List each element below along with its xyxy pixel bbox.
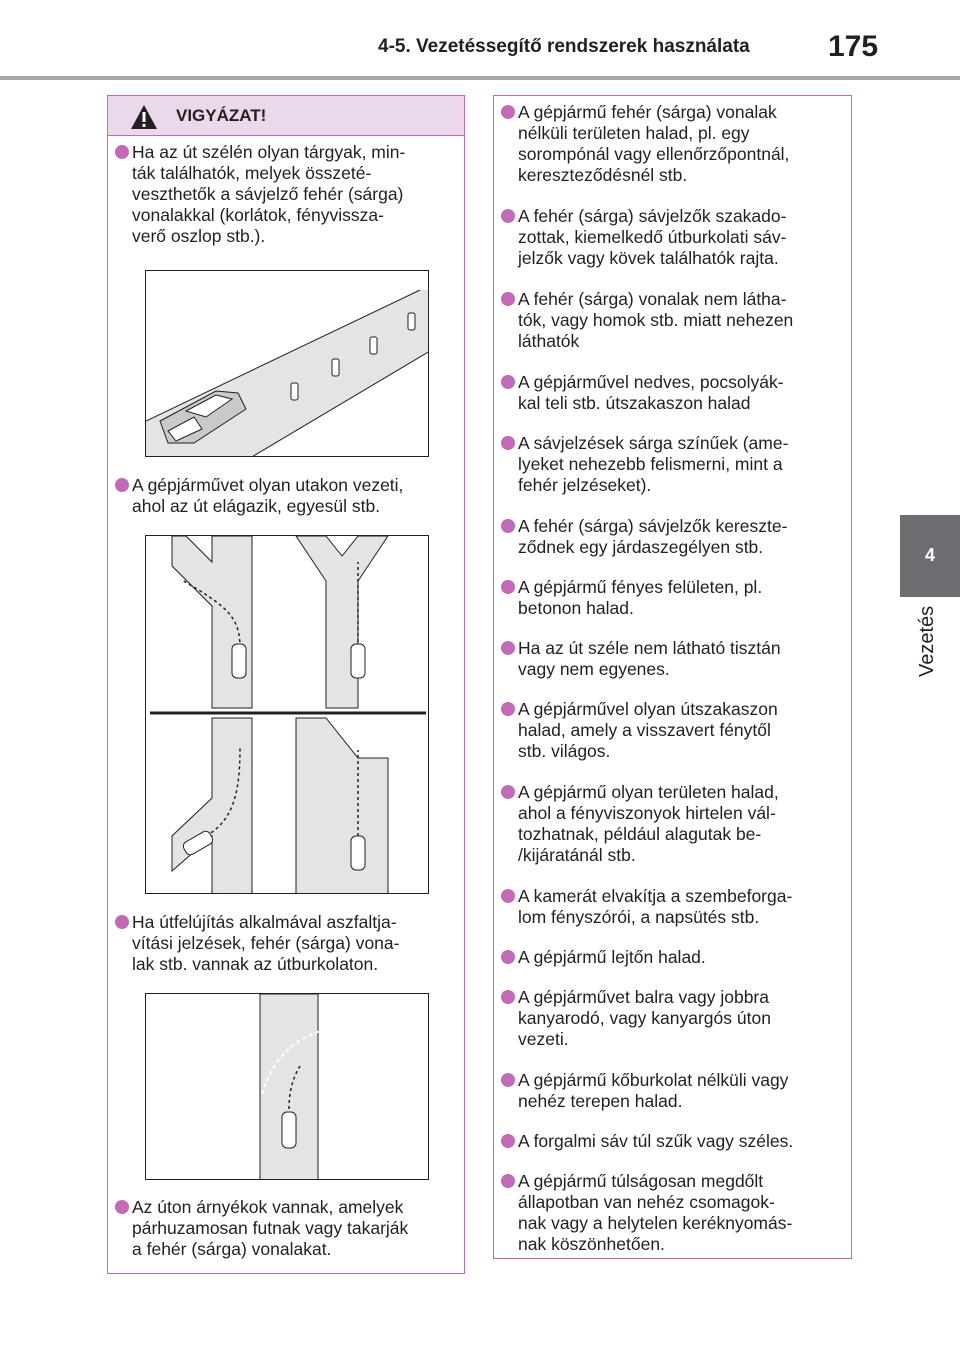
list-item-text: A gépjármű kőburkolat nélküli vagy nehéz terepen halad.: [518, 1070, 789, 1111]
bullet-icon: [501, 375, 515, 389]
caution-box-right: [493, 95, 852, 1259]
list-item-text: A gépjárművet olyan utakon vezeti, ahol az út elágazik, egyesül stb.: [132, 475, 404, 516]
branching-roads-illustration: [146, 536, 429, 894]
bullet-icon: [501, 990, 515, 1004]
page-number: 175: [828, 30, 879, 63]
list-item-text: A gépjármű olyan területen halad, ahol a fényviszonyok hirtelen vál- tozhatnak, például alagutak be- /kijáratánál stb.: [518, 782, 779, 865]
list-item: [115, 142, 461, 247]
page-header-title: 4-5. Vezetéssegítő rendszerek használata: [378, 36, 750, 57]
bullet-icon: [501, 580, 515, 594]
list-item-text: A sávjelzések sárga színűek (ame- lyeket nehezebb felismerni, mint a fehér jelzéseket).: [518, 433, 789, 495]
bullet-icon: [115, 915, 129, 929]
list-item: [501, 289, 847, 352]
caution-box-left: [107, 95, 465, 1274]
list-item: [501, 1070, 847, 1112]
list-item-text: A forgalmi sáv túl szűk vagy széles.: [518, 1131, 794, 1151]
bullet-icon: [501, 1174, 515, 1188]
repair-marks-illustration: [146, 994, 429, 1180]
list-item: [501, 699, 847, 762]
header-divider: [0, 76, 960, 80]
list-item: [115, 475, 461, 517]
bullet-icon: [501, 641, 515, 655]
list-item-text: A fehér (sárga) sávjelzők kereszte- ződnek egy járdaszegélyen stb.: [518, 516, 788, 557]
list-item-text: A kamerát elvakítja a szembeforga- lom fényszórói, a napsütés stb.: [518, 886, 793, 927]
list-item-text: A gépjármű túlságosan megdőlt állapotban van nehéz csomagok- nak vagy a helytelen keréknyomás- nak köszönhetően.: [518, 1171, 793, 1254]
bullet-icon: [501, 702, 515, 716]
list-item: [115, 1197, 461, 1260]
list-item: [501, 782, 847, 866]
list-item-text: Ha útfelújítás alkalmával aszfaltja- vítási jelzések, fehér (sárga) vona- lak stb. vannak az útburkolaton.: [132, 912, 400, 974]
list-item-text: A gépjárművet balra vagy jobbra kanyarodó, vagy kanyargós úton vezeti.: [518, 987, 771, 1049]
warning-triangle-icon: [130, 104, 158, 130]
caution-title: VIGYÁZAT!: [176, 106, 267, 125]
figure-branching-roads: [145, 535, 429, 894]
bullet-icon: [115, 145, 129, 159]
list-item-text: A fehér (sárga) vonalak nem látha- tók, vagy homok stb. miatt nehezen láthatók: [518, 289, 794, 351]
bullet-icon: [501, 950, 515, 964]
bullet-icon: [501, 436, 515, 450]
bullet-icon: [501, 292, 515, 306]
bullet-icon: [115, 478, 129, 492]
list-item-text: A fehér (sárga) sávjelzők szakado- zottak, kiemelkedő útburkolati sáv- jelzők vagy kövek találhatók rajta.: [518, 206, 787, 268]
list-item: [501, 433, 847, 496]
bullet-icon: [501, 209, 515, 223]
chapter-number: 4: [924, 545, 935, 565]
list-item: [115, 912, 461, 975]
list-item-text: A gépjárművel nedves, pocsolyák- kal teli stb. útszakaszon halad: [518, 372, 784, 413]
list-item: [501, 987, 847, 1050]
list-item: [501, 947, 847, 968]
list-item: [501, 206, 847, 269]
list-item: [501, 516, 847, 558]
list-item: [501, 638, 847, 680]
roadside-posts-illustration: [146, 271, 429, 457]
list-item-text: A gépjármű fehér (sárga) vonalak nélküli területen halad, pl. egy sorompónál vagy ellenőrzőpontnál, kereszteződésnél stb.: [518, 102, 790, 185]
bullet-icon: [501, 889, 515, 903]
bullet-icon: [501, 1134, 515, 1148]
list-item: [501, 372, 847, 414]
figure-roadside-posts: [145, 270, 429, 457]
bullet-icon: [501, 1073, 515, 1087]
list-item: [501, 886, 847, 928]
list-item-text: A gépjárművel olyan útszakaszon halad, amely a visszavert fénytől stb. világos.: [518, 699, 778, 761]
list-item: [501, 1171, 847, 1255]
figure-repair-marks: [145, 993, 429, 1180]
list-item-text: Ha az út szélén olyan tárgyak, min- ták találhatók, melyek összeté- veszthetők a sávjelző fehér (sárga) vonalakkal (korlátok, fényvissza- verő oszlop stb.).: [132, 142, 406, 246]
caution-header: [108, 96, 464, 136]
bullet-icon: [501, 105, 515, 119]
list-item: [501, 577, 847, 619]
list-item: [501, 1131, 847, 1152]
bullet-icon: [501, 519, 515, 533]
list-item-text: A gépjármű lejtőn halad.: [518, 947, 706, 967]
list-item-text: A gépjármű fényes felületen, pl. betonon halad.: [518, 577, 763, 618]
chapter-label: Vezetés: [916, 606, 938, 678]
bullet-icon: [501, 785, 515, 799]
list-item-text: Az úton árnyékok vannak, amelyek párhuzamosan futnak vagy takarják a fehér (sárga) vonalakat.: [132, 1197, 409, 1259]
bullet-icon: [115, 1200, 129, 1214]
list-item: [501, 102, 847, 186]
list-item-text: Ha az út széle nem látható tisztán vagy nem egyenes.: [518, 638, 781, 679]
chapter-tab: [900, 515, 960, 597]
